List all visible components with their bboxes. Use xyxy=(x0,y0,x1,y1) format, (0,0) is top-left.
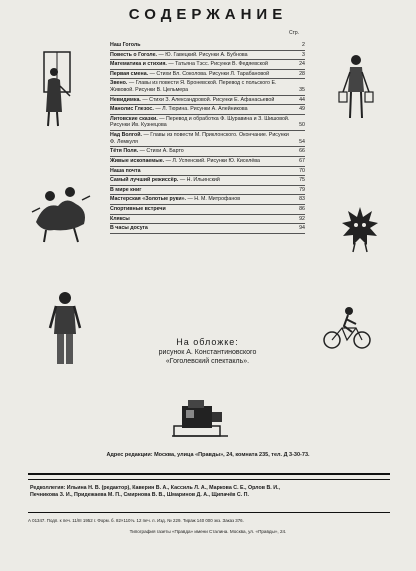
toc-entry xyxy=(110,96,305,106)
toc-entry-credits: — Н. М. Митрофанов xyxy=(186,196,241,203)
toc-entry xyxy=(110,186,305,196)
toc-entry-title: Повесть о Гоголе. xyxy=(110,51,158,58)
toc-entry xyxy=(110,70,305,80)
top-rule xyxy=(28,473,390,475)
toc-entry-page: 86 xyxy=(299,205,305,212)
toc-entry-page: 92 xyxy=(299,215,305,222)
page-column-label: Стр. xyxy=(289,30,300,36)
toc-entry-credits: — Н. Ильинский xyxy=(178,177,220,184)
toc-entry xyxy=(110,105,305,115)
toc-entry-title: Первая смена. xyxy=(110,70,149,77)
editorial-board-line-1: Редколлегия: Ильина Н. В. (редактор), Каверин В. А., Кассиль Л. А., Маркова С. Е., Орлов В. И., xyxy=(30,485,280,491)
toc-entry xyxy=(110,195,305,205)
toc-entry xyxy=(110,176,305,186)
toc-entry xyxy=(110,131,305,147)
toc-entry-credits: — Ю. Гавецкий. Рисунки А. Бубнова xyxy=(157,51,248,58)
toc-entry-credits: — Л. Успенский. Рисунки Ю. Киселёва xyxy=(164,157,260,164)
toc-entry-title: Манолис Глезос. xyxy=(110,106,154,113)
toc-entry xyxy=(110,115,305,131)
toc-entry-page: 28 xyxy=(299,70,305,77)
toc-entry-page: 54 xyxy=(299,138,305,145)
toc-entry-title: В мире книг xyxy=(110,186,142,193)
toc-entry-page: 70 xyxy=(299,167,305,174)
cover-caption xyxy=(110,348,305,366)
toc-entry-page: 83 xyxy=(299,196,305,203)
editorial-board xyxy=(30,485,390,499)
print-imprint: А 01347. Подп. к печ. 11/III 1952 г. Форм. б. 82×110⅛. 12 печ. л. Изд. № 229. Тираж 140 000 экз. Заказ 376. xyxy=(28,518,244,523)
editorial-board-line-2: Печникова З. И., Придежаева М. П., Смирнова В. В., Шмаринов Д. А., Щипачёв С. П. xyxy=(30,492,249,499)
toc-entry xyxy=(110,167,305,177)
toc-entry-title: Звено. xyxy=(110,80,128,87)
toc-entry xyxy=(110,157,305,167)
fox-and-children-illustration xyxy=(30,182,92,244)
cover-line-2: «Гоголевский спектакль». xyxy=(165,358,250,366)
toc-entry-credits: — Главы из повести М. Приклонского. Окончание. Рисунки Ф. Лемкуля xyxy=(110,132,289,145)
printing-house: Типография газеты «Правда» имени Сталина. Москва, ул. «Правды», 24. xyxy=(129,529,287,534)
table-of-contents xyxy=(110,41,305,234)
toc-entry-title: Невидимка. xyxy=(110,96,141,103)
editorial-address: Адрес редакции: Москва, улица «Правды», 24, комната 235, тел. Д 3-30-73. xyxy=(106,452,310,458)
toc-entry-page: 79 xyxy=(299,186,305,193)
cover-line-1: рисунок А. Константиновского xyxy=(158,349,257,356)
toc-entry-page: 44 xyxy=(299,96,305,103)
toc-entry-credits: — Татьяна Тэсс. Рисунки В. Федяевской xyxy=(166,61,268,68)
toc-entry-title: Самый лучший режиссёр. xyxy=(110,177,179,184)
toc-entry xyxy=(110,205,305,215)
toc-entry-credits: — Стихи З. Александровой. Рисунки Е. Афанасьевой xyxy=(140,96,275,103)
toc-entry-title: В часы досуга xyxy=(110,225,148,232)
toc-entry-page: 49 xyxy=(299,106,305,113)
cyclist-illustration xyxy=(322,306,372,350)
toc-entry-title: Кляксы xyxy=(110,215,130,222)
toc-entry xyxy=(110,147,305,157)
toc-entry-page: 24 xyxy=(299,61,305,68)
toc-entry-credits: — Главы из повести Я. Броневской. Перевод с польского Е. Живовой. Рисунки В. Цельмера xyxy=(110,80,277,94)
toc-entry-title: Над Волгой. xyxy=(110,132,142,139)
toc-entry-title: Тётя Поля. xyxy=(110,148,139,155)
boy-with-buckets-illustration xyxy=(338,50,374,126)
toc-entry xyxy=(110,41,305,51)
toc-entry-title: Литовские сказки. xyxy=(110,115,158,122)
toc-entry-title: Наша почта xyxy=(110,167,141,174)
toc-entry xyxy=(110,79,305,95)
toc-entry-page: 35 xyxy=(299,87,305,94)
toc-entry-credits: — Стихи Вл. Соколова. Рисунки Л. Тарабановой xyxy=(148,70,270,77)
toc-entry-page: 67 xyxy=(299,157,305,164)
toc-entry-title: Наш Гоголь xyxy=(110,42,141,48)
toc-entry-title: Математика и стихия. xyxy=(110,61,167,68)
boy-standing-illustration xyxy=(48,290,82,370)
toc-entry-page: 50 xyxy=(299,122,305,129)
toc-entry-page: 75 xyxy=(299,177,305,184)
toc-entry xyxy=(110,215,305,225)
toc-entry-title: Спортивные встречи xyxy=(110,205,166,212)
toc-entry-page: 3 xyxy=(302,51,305,58)
toc-entry-title: Живые ископаемые. xyxy=(110,157,165,164)
toc-entry-credits: — Перевод и обработка Ф. Шуравина и З. Шишовой. Рисунки Ив. Кузнецова xyxy=(110,115,290,129)
toc-entry xyxy=(110,224,305,234)
bottom-rule xyxy=(28,512,390,513)
cover-heading: На обложке: xyxy=(176,337,239,347)
toc-entry-credits: — Стихи А. Барто xyxy=(138,148,184,155)
boy-at-window-illustration xyxy=(40,50,80,130)
second-rule xyxy=(28,479,390,480)
page-title: СОДЕРЖАНИЕ xyxy=(128,6,288,23)
toc-entry-page: 2 xyxy=(302,42,305,48)
toc-entry-title: Мастерская «Золотые руки». xyxy=(110,196,186,203)
toc-entry-credits: — Л. Тюрина. Рисунки А. Алейникова xyxy=(153,106,248,113)
camera-projector-illustration xyxy=(170,396,232,444)
toc-entry-page: 94 xyxy=(299,225,305,232)
spiky-creature-illustration xyxy=(340,205,380,253)
toc-entry xyxy=(110,51,305,61)
toc-entry-page: 66 xyxy=(299,148,305,155)
toc-entry xyxy=(110,60,305,70)
